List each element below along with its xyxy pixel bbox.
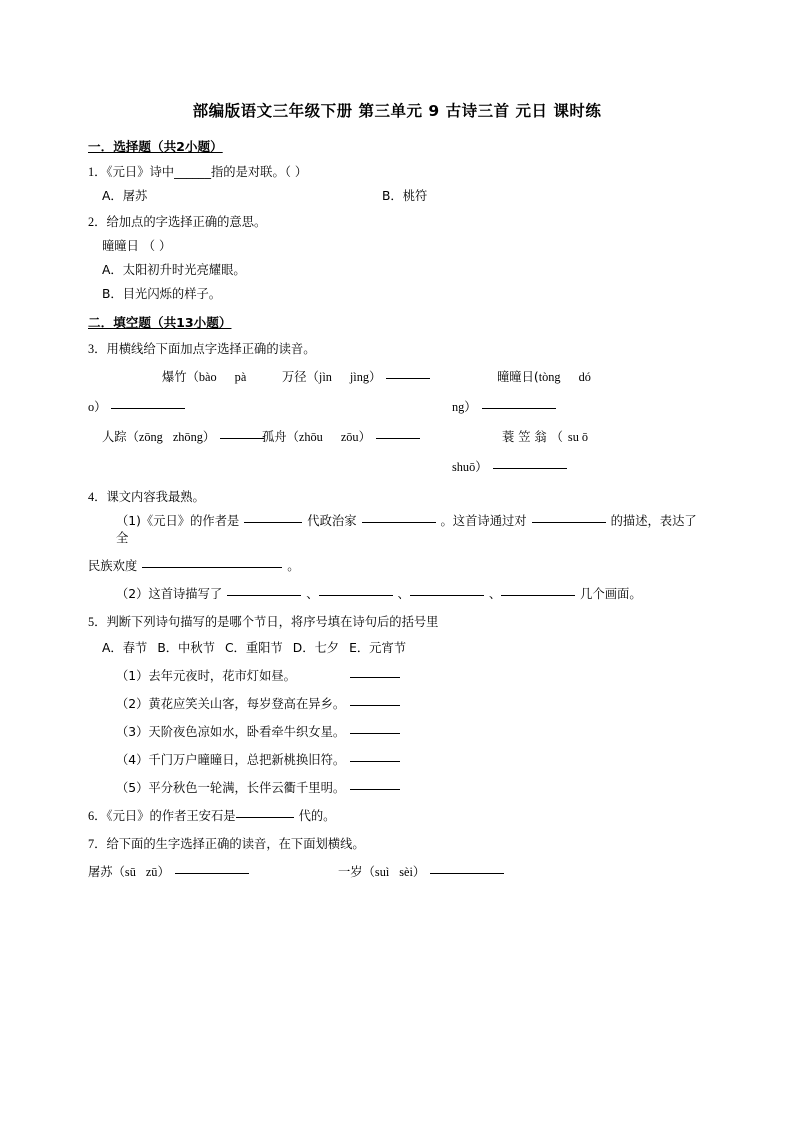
pinyin-opt-zhou[interactable]: zhōu [298,430,323,444]
q7-word-yisui: 一岁（ [338,865,375,879]
q6-part2: 代的。 [298,809,336,823]
answer-blank[interactable] [493,468,567,469]
answer-blank[interactable] [142,567,282,568]
q5-line-2-text: （2）黄花应笑关山客，每岁登高在异乡。 [116,697,346,711]
q5-option-b[interactable]: B．中秋节 [157,641,215,655]
q7-word-tusu: 屠苏（ [88,865,125,879]
question-4-number: 4． [88,490,107,504]
question-5-line-3 [88,724,708,741]
pinyin-opt-jing[interactable]: jìng） [349,370,382,384]
question-4 [88,489,708,506]
question-2-option-b[interactable]: B．目光闪烁的样子。 [102,287,222,301]
pinyin-row-2 [88,392,708,422]
question-1-option-a[interactable]: A．屠苏 [102,189,148,203]
q4-sub2-part1: （2）这首诗描写了 [116,587,223,601]
q4-sub2-sep: 、 [488,587,502,601]
question-3 [88,341,708,358]
q4-sub2-sep: 、 [306,587,319,601]
answer-blank[interactable] [236,817,294,818]
q4-sub2-end: 几个画面。 [580,587,642,601]
pinyin-row-1 [102,362,708,392]
q4-sub1-part2: 代政治家 [307,514,357,528]
question-5 [88,614,708,631]
q4-sub1-part1: （1)《元日》的作者是 [116,514,240,528]
answer-blank[interactable] [376,438,420,439]
question-2-word: 曈曈日 （ ） [102,239,172,253]
pinyin-item-tongtongri [497,362,591,392]
pinyin-opt-shuo[interactable]: shuō） [452,460,488,474]
pinyin-wrap-ng [452,392,556,422]
question-2-number: 2． [88,215,107,229]
q5-line-1-text: （1）去年元夜时，花市灯如昼。 [116,669,296,683]
pinyin-word-wanjing: 万径（ [282,370,319,384]
q4-sub1-cont: 民族欢度 [88,559,138,573]
question-7-stem: 给下面的生字选择正确的读音，在下面划横线。 [106,837,365,851]
q5-line-4-text: （4）千门万户曈曈日，总把新桃换旧符。 [116,753,346,767]
q7-item-tusu [88,864,249,881]
q7-opt-sui[interactable]: suì [374,865,390,879]
question-4-sub-2 [88,586,708,603]
pinyin-opt-zong[interactable]: zōng [138,430,163,444]
q7-item-yisui [338,864,504,881]
section-heading-choice-text: 一．选择题（共2小题） [88,139,223,154]
q4-sub1-part3: 。这首诗通过对 [440,514,527,528]
pinyin-opt-suo[interactable]: su ō [567,430,589,444]
pinyin-word-baozhu: 爆竹（ [162,370,199,384]
question-6 [88,808,708,825]
question-3-number: 3． [88,342,107,356]
question-4-sub-1 [88,513,708,547]
pinyin-item-renzong [102,422,264,452]
q5-option-a[interactable]: A．春节 [102,641,148,655]
question-7-items [88,864,708,881]
q5-line-5-text: （5）平分秋色一轮满，长伴云衢千里明。 [116,781,346,795]
answer-blank[interactable] [350,761,400,762]
answer-blank[interactable] [111,408,185,409]
answer-blank[interactable] [362,522,436,523]
answer-blank[interactable] [244,522,302,523]
question-1 [88,164,708,181]
question-5-line-5 [88,780,708,797]
pinyin-opt-zhong[interactable]: zhōng） [172,430,216,444]
q6-part1: 《元日》的作者王安石是 [106,809,236,823]
pinyin-word-guzhou: 孤舟（ [262,430,299,444]
question-7 [88,836,708,853]
pinyin-item-wanjing [282,362,430,392]
pinyin-wrap-o-text: o） [88,400,107,414]
section-heading-fill [88,314,708,331]
question-3-stem: 用横线给下面加点字选择正确的读音。 [106,342,316,356]
pinyin-opt-dong-part1[interactable]: dó [578,370,591,384]
answer-blank[interactable] [430,873,504,874]
question-3-pinyin-block [88,362,708,482]
answer-blank[interactable] [386,378,430,379]
q5-option-c[interactable]: C．重阳节 [224,641,283,655]
pinyin-item-guzhou [262,422,420,452]
pinyin-opt-zou[interactable]: zōu） [340,430,371,444]
pinyin-row-4 [102,452,708,482]
q7-opt-zu[interactable]: zū） [145,865,170,879]
pinyin-wrap-shuo [452,452,567,482]
answer-blank[interactable] [501,595,575,596]
question-5-stem: 判断下列诗句描写的是哪个节日，将序号填在诗句后的括号里 [106,615,439,629]
pinyin-word-suoliweng: 蓑 笠 翁 （ [502,430,563,444]
worksheet-body [88,138,708,890]
question-5-number: 5． [88,615,107,629]
question-5-options [88,640,708,657]
question-1-number: 1． [88,165,107,179]
answer-blank[interactable] [482,408,556,409]
section-heading-fill-text: 二．填空题（共13小题） [88,315,232,330]
q4-sub1-part4: 的描述，表达了全 [116,514,697,545]
question-2-option-a[interactable]: A．太阳初升时光亮耀眼。 [102,263,246,277]
pinyin-opt-bao[interactable]: bào [198,370,217,384]
q5-line-3-text: （3）天阶夜色凉如水，卧看牵牛织女星。 [116,725,346,739]
answer-blank[interactable] [410,595,484,596]
question-6-number: 6． [88,809,107,823]
answer-blank[interactable] [220,438,264,439]
answer-blank[interactable] [350,789,400,790]
question-5-line-1 [88,668,708,685]
q5-option-e[interactable]: E．元宵节 [349,641,407,655]
page-title: 部编版语文三年级下册 第三单元 9 古诗三首 元日 课时练 [192,102,602,120]
answer-blank[interactable] [319,595,393,596]
pinyin-opt-dong-part2[interactable]: ng） [452,400,477,414]
answer-blank[interactable] [227,595,301,596]
question-2-stem: 给加点的字选择正确的意思。 [106,215,267,229]
pinyin-item-baozhu [162,362,246,392]
answer-blank[interactable] [532,522,606,523]
pinyin-word-tongtongri: 曈曈日( [497,370,539,384]
question-4-stem: 课文内容我最熟。 [106,490,205,504]
q5-option-d[interactable]: D．七夕 [292,641,340,655]
answer-blank[interactable] [350,733,400,734]
pinyin-item-suoliweng [502,422,588,452]
section-heading-choice [88,138,708,155]
question-1-stem: 《元日》诗中______指的是对联。（ ） [106,165,308,179]
question-2 [88,214,708,231]
q7-opt-sei[interactable]: sèi） [399,865,426,879]
pinyin-opt-tong[interactable]: tòng [538,370,561,384]
q7-opt-su[interactable]: sū [124,865,136,879]
answer-blank[interactable] [350,677,400,678]
q4-sub2-sep: 、 [397,587,410,601]
question-1-options [88,188,708,205]
question-5-line-4 [88,752,708,769]
question-4-sub-1-cont [88,558,708,575]
answer-blank[interactable] [350,705,400,706]
question-1-option-b[interactable]: B．桃符 [382,189,428,203]
question-7-number: 7． [88,837,107,851]
pinyin-row-3 [102,422,708,452]
pinyin-wrap-o [88,392,185,422]
pinyin-word-renzong: 人踪（ [102,430,139,444]
answer-blank[interactable] [175,873,249,874]
question-5-line-2 [88,696,708,713]
pinyin-opt-pa[interactable]: pà [234,370,247,384]
pinyin-opt-jin[interactable]: jìn [318,370,332,384]
q4-sub1-cont-end: 。 [287,559,300,573]
